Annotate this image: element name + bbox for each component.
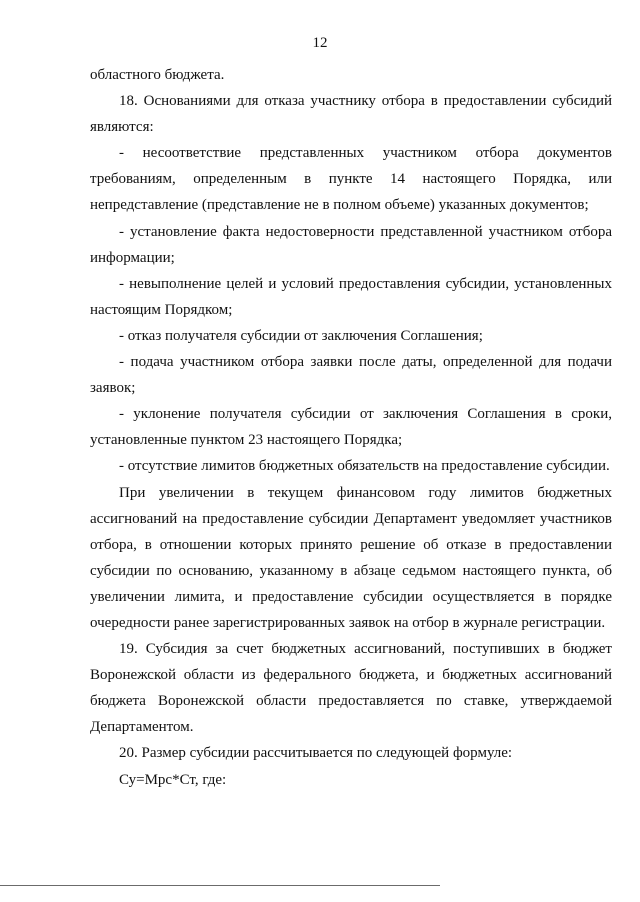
paragraph: областного бюджета. — [90, 67, 225, 83]
list-item: - уклонение получателя субсидии от заключения Соглашения в сроки, установленные пунктом 23 настоящего Порядка; — [90, 406, 612, 449]
list-item: - установление факта недостоверности представленной участником отбора информации; — [90, 223, 612, 266]
document-body — [90, 62, 612, 793]
list-item: - отсутствие лимитов бюджетных обязательств на предоставление субсидии. — [119, 458, 610, 475]
paragraph: При увеличении в текущем финансовом году лимитов бюджетных ассигнований на предоставление субсидии Департамент уведомляет участников отбора, в отношении которых принято решение об отказе в предоставлении субсидии по основанию, указанному в абзаце седьмом настоящего пункта, об увеличении лимита, и предоставление субсидии осуществляется в порядке очередности ранее зарегистрированных заявок на отбор в журнале регистрации. — [90, 484, 612, 631]
page-number: 12 — [312, 35, 328, 51]
paragraph-clause-18: 18. Основаниями для отказа участнику отбора в предоставлении субсидий являются: — [90, 93, 612, 136]
list-item: - несоответствие представленных участником отбора документов требованиям, определенным в пункте 14 настоящего Порядка, или непредставление (представление не в полном объеме) указанных документов; — [90, 145, 612, 214]
list-item: - подача участником отбора заявки после даты, определенной для подачи заявок; — [90, 354, 612, 397]
bottom-divider — [0, 885, 440, 886]
paragraph-clause-19: 19. Субсидия за счет бюджетных ассигнований, поступивших в бюджет Воронежской области из федерального бюджета, и бюджетных ассигнований бюджета Воронежской области предоставляется по ставке, утверждаемой Департаментом. — [90, 641, 612, 736]
list-item: - невыполнение целей и условий предоставления субсидии, установленных настоящим Порядком; — [90, 275, 612, 318]
paragraph-clause-20: 20. Размер субсидии рассчитывается по следующей формуле: — [119, 745, 513, 762]
formula: Су=Мрс*Ст, где: — [119, 771, 227, 788]
list-item: - отказ получателя субсидии от заключения Соглашения; — [119, 327, 483, 344]
